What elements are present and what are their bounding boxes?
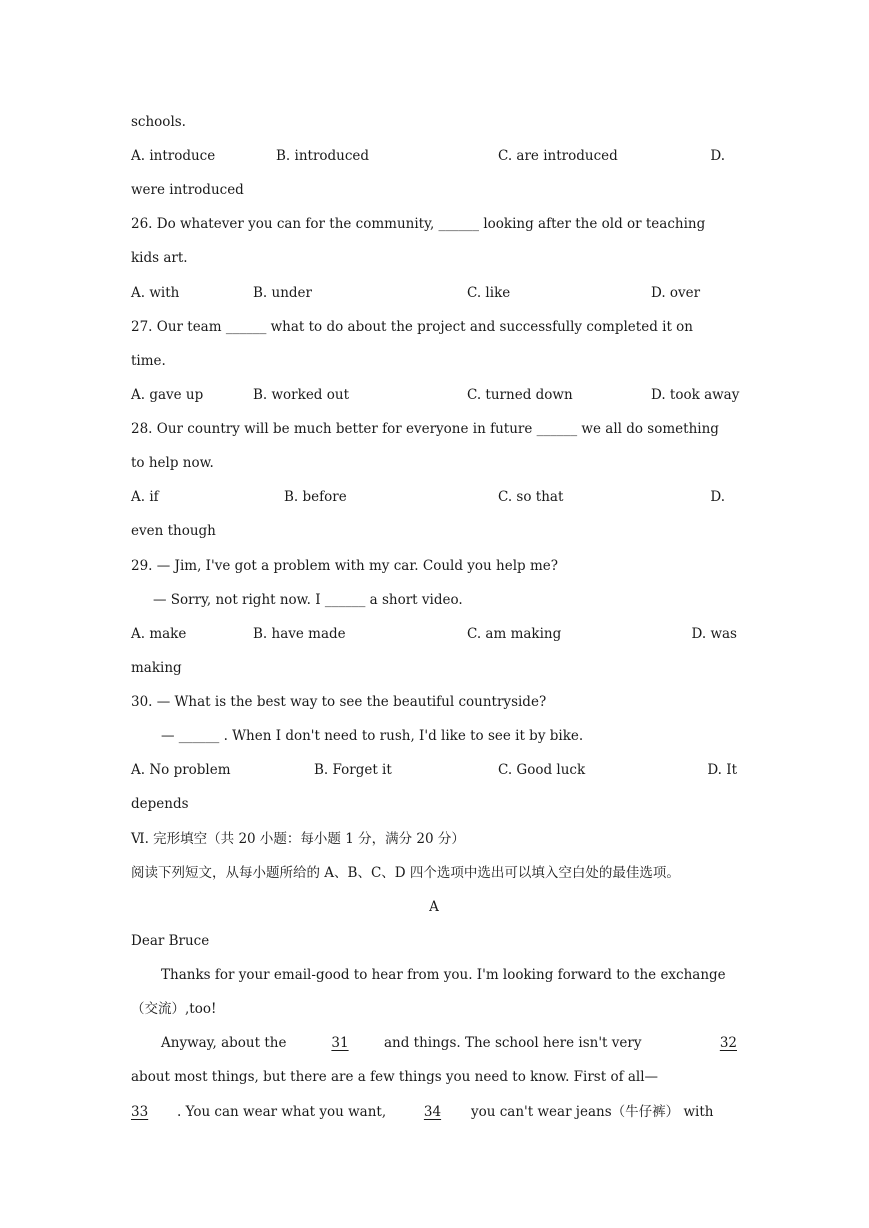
q30-option-a: A. No problem bbox=[131, 762, 231, 778]
blank-34: 34 bbox=[423, 1104, 442, 1120]
q29-option-d-text: making bbox=[131, 660, 182, 676]
q29-options bbox=[131, 622, 737, 646]
q30-option-d: D. It bbox=[707, 762, 737, 778]
q29-option-b: B. have made bbox=[253, 626, 346, 642]
q27-option-b: B. worked out bbox=[253, 387, 349, 403]
letter-p1-line2: （交流）,too! bbox=[131, 1001, 217, 1017]
q25-option-d-text: were introduced bbox=[131, 182, 244, 198]
q29-stem-part: — Sorry, not right now. I bbox=[153, 592, 325, 608]
blank-31: 31 bbox=[331, 1035, 349, 1051]
q27-stem-part: what to do about the project and successfully completed it on bbox=[266, 319, 693, 335]
q26-stem-part: 26. Do whatever you can for the community, bbox=[131, 216, 439, 232]
section-heading: Ⅵ. 完形填空（共 20 小题：每小题 1 分，满分 20 分） bbox=[131, 831, 465, 847]
q25-options bbox=[131, 144, 737, 168]
q29-option-d: D. was bbox=[691, 626, 737, 642]
q30-stem-part: . When I don't need to rush, I'd like to see it by bike. bbox=[219, 728, 584, 744]
q27-option-c: C. turned down bbox=[467, 387, 573, 403]
q28-options bbox=[131, 485, 737, 509]
letter-p2-line2: about most things, but there are a few things you need to know. First of all— bbox=[131, 1069, 659, 1085]
q27-options bbox=[131, 383, 740, 407]
q30-dialogue-line2 bbox=[161, 724, 767, 748]
q25-stem-continuation: schools. bbox=[131, 114, 186, 130]
q29-dialogue-line1: 29. — Jim, I've got a problem with my car. Could you help me? bbox=[131, 558, 558, 574]
q30-option-b: B. Forget it bbox=[314, 762, 392, 778]
q30-option-c: C. Good luck bbox=[498, 762, 586, 778]
q28-option-c: C. so that bbox=[498, 489, 564, 505]
q29-blank: ______ bbox=[324, 592, 366, 608]
q25-option-c: C. are introduced bbox=[498, 148, 618, 164]
q26-stem-part: looking after the old or teaching bbox=[479, 216, 706, 232]
q26-blank: ______ bbox=[438, 216, 480, 232]
q26-option-d: D. over bbox=[651, 285, 701, 301]
q28-stem bbox=[131, 417, 737, 441]
letter-p1-line1: Thanks for your email-good to hear from you. I'm looking forward to the exchange bbox=[161, 967, 726, 983]
q27-option-d: D. took away bbox=[651, 387, 740, 403]
blank-33: 33 bbox=[131, 1104, 149, 1120]
q30-options bbox=[131, 758, 737, 782]
q27-stem-part: 27. Our team bbox=[131, 319, 226, 335]
q28-option-b: B. before bbox=[284, 489, 347, 505]
q28-stem-line2: to help now. bbox=[131, 455, 214, 471]
q27-option-a: A. gave up bbox=[131, 387, 204, 403]
q30-blank: ______ bbox=[178, 728, 220, 744]
section-instruction: 阅读下列短文，从每小题所给的 A、B、C、D 四个选项中选出可以填入空白处的最佳选项。 bbox=[131, 865, 680, 881]
q30-dialogue-line1: 30. — What is the best way to see the beautiful countryside? bbox=[131, 694, 547, 710]
q25-option-b: B. introduced bbox=[276, 148, 370, 164]
letter-text: and things. The school here isn't very bbox=[384, 1035, 642, 1051]
q28-option-a: A. if bbox=[131, 489, 159, 505]
q30-stem-part: — bbox=[161, 728, 179, 744]
q25-option-a: A. introduce bbox=[131, 148, 216, 164]
q26-options bbox=[131, 281, 737, 305]
letter-greeting: Dear Bruce bbox=[131, 933, 210, 949]
q26-option-b: B. under bbox=[253, 285, 312, 301]
q26-option-c: C. like bbox=[467, 285, 511, 301]
q26-stem-line2: kids art. bbox=[131, 250, 188, 266]
letter-text: . You can wear what you want, bbox=[177, 1104, 387, 1120]
q28-option-d: D. bbox=[710, 489, 725, 505]
blank-32: 32 bbox=[719, 1035, 737, 1051]
letter-text: Anyway, about the bbox=[161, 1035, 287, 1051]
letter-p2-line1 bbox=[161, 1031, 737, 1055]
q29-dialogue-line2 bbox=[153, 588, 759, 612]
q27-stem bbox=[131, 315, 737, 339]
letter-p2-line3 bbox=[131, 1100, 737, 1124]
q26-stem bbox=[131, 212, 737, 236]
q27-stem-line2: time. bbox=[131, 353, 166, 369]
q30-option-d-text: depends bbox=[131, 796, 189, 812]
passage-label: A bbox=[429, 899, 439, 915]
q27-blank: ______ bbox=[225, 319, 267, 335]
letter-text: you can't wear jeans（牛仔裤） with bbox=[471, 1104, 714, 1120]
q28-option-d-text: even though bbox=[131, 523, 216, 539]
q28-stem-part: we all do something bbox=[577, 421, 719, 437]
q29-option-c: C. am making bbox=[467, 626, 562, 642]
q25-option-d: D. bbox=[710, 148, 725, 164]
q28-blank: ______ bbox=[536, 421, 578, 437]
q29-stem-part: a short video. bbox=[365, 592, 463, 608]
q28-stem-part: 28. Our country will be much better for everyone in future bbox=[131, 421, 537, 437]
q29-option-a: A. make bbox=[131, 626, 187, 642]
q26-option-a: A. with bbox=[131, 285, 180, 301]
